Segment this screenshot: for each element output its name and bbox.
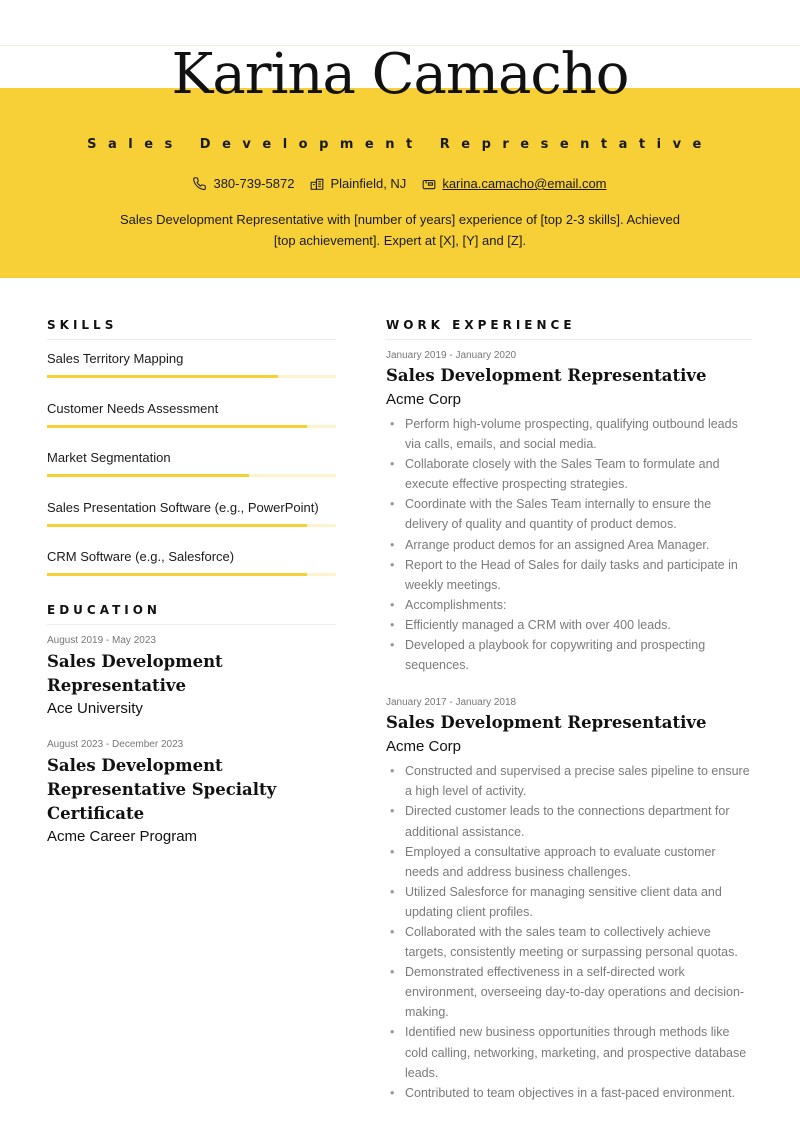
- education-item: [47, 635, 336, 717]
- experience-section: [386, 318, 752, 1103]
- job-bullet: • Perform high-volume prospecting, qualifying outbound leads via calls, emails, and social media.: [386, 414, 752, 454]
- skill-item: [47, 500, 336, 539]
- email-link[interactable]: karina.camacho@email.com: [442, 176, 607, 191]
- education-item: [47, 739, 336, 845]
- job-bullet: • Constructed and supervised a precise sales pipeline to ensure a high level of activity.: [386, 761, 752, 801]
- skill-name: Sales Territory Mapping: [47, 351, 184, 366]
- job-bullets: [386, 761, 752, 1103]
- skill-level-bar: [47, 524, 336, 527]
- contact-location: [310, 176, 406, 191]
- education-degree: Sales Development Representative Specialty Certificate: [47, 756, 277, 823]
- phone-text: 380-739-5872: [213, 176, 295, 191]
- job-bullet: • Report to the Head of Sales for daily tasks and participate in weekly meetings.: [386, 555, 752, 595]
- skill-item: [47, 450, 336, 489]
- skill-level-fill: [47, 425, 307, 428]
- contact-email[interactable]: [422, 176, 606, 191]
- education-heading: EDUCATION: [47, 603, 336, 625]
- skills-heading: SKILLS: [47, 318, 336, 340]
- job-title: Sales Development Representative: [386, 713, 707, 733]
- location-text: Plainfield, NJ: [330, 176, 407, 191]
- skill-name: Sales Presentation Software (e.g., PowerPoint): [47, 499, 319, 515]
- job-bullet: • Utilized Salesforce for managing sensitive client data and updating client profiles.: [386, 882, 752, 922]
- skills-section: [47, 318, 336, 588]
- skill-item: [47, 401, 336, 440]
- job-bullet: • Contributed to team objectives in a fast-paced environment.: [386, 1083, 752, 1103]
- candidate-title: Sales Development Representative: [87, 137, 713, 152]
- skill-name: Customer Needs Assessment: [47, 400, 219, 416]
- skill-name: Market Segmentation: [47, 450, 171, 465]
- contact-phone: [193, 176, 294, 191]
- education-school: Ace University: [47, 700, 143, 717]
- skill-level-bar: [47, 573, 336, 576]
- job-bullets: [386, 414, 752, 675]
- education-school: Acme Career Program: [47, 828, 198, 845]
- skill-item: [47, 549, 336, 588]
- job-entry: [386, 350, 752, 675]
- job-dates: January 2017 - January 2018: [386, 697, 517, 709]
- skill-item: [47, 351, 336, 390]
- job-bullet: • Directed customer leads to the connections department for additional assistance.: [386, 801, 752, 841]
- job-bullet: • Efficiently managed a CRM with over 400 leads.: [386, 615, 752, 635]
- education-section: [47, 603, 336, 845]
- phone-icon: [193, 177, 207, 191]
- job-bullet: • Collaborated with the sales team to collectively achieve targets, consistently meeting or surpassing personal quotas.: [386, 922, 752, 962]
- education-dates: August 2019 - May 2023: [47, 635, 156, 646]
- skill-level-bar: [47, 425, 336, 428]
- skill-level-bar: [47, 375, 336, 378]
- education-dates: August 2023 - December 2023: [47, 739, 184, 750]
- job-title: Sales Development Representative: [386, 366, 707, 385]
- skill-level-fill: [47, 573, 307, 576]
- skill-level-fill: [47, 375, 278, 378]
- job-bullet: • Accomplishments:: [386, 595, 752, 615]
- skill-level-fill: [47, 524, 307, 527]
- job-company: Acme Corp: [386, 391, 462, 408]
- skill-level-bar: [47, 474, 336, 477]
- skills-list: [47, 351, 336, 588]
- candidate-name: Karina Camacho: [171, 42, 629, 107]
- education-degree: Sales Development Representative: [47, 652, 223, 695]
- job-dates: January 2019 - January 2020: [386, 350, 517, 361]
- buildings-icon: [310, 177, 324, 191]
- job-entry: [386, 697, 752, 1103]
- skill-level-fill: [47, 474, 249, 477]
- job-bullet: • Collaborate closely with the Sales Team to formulate and execute effective prospecting strategies.: [386, 454, 752, 494]
- job-bullet: • Identified new business opportunities through methods like cold calling, networking, marketing, and prospective database leads.: [386, 1022, 752, 1082]
- job-bullet: • Demonstrated effectiveness in a self-directed work environment, overseeing day-to-day operations and decision-making.: [386, 962, 752, 1022]
- job-bullet: • Coordinate with the Sales Team internally to ensure the delivery of quality and quantity of product demos.: [386, 494, 752, 534]
- summary: Sales Development Representative with [number of years] experience of [top 2-3 skills]. Achieved [top achievement]. Expert at [X], [Y] and [Z].: [119, 212, 680, 248]
- job-bullet: • Arrange product demos for an assigned Area Manager.: [386, 535, 752, 555]
- skill-name: CRM Software (e.g., Salesforce): [47, 549, 235, 564]
- job-bullet: • Employed a consultative approach to evaluate customer needs and address business challenges.: [386, 842, 752, 882]
- job-bullet: • Developed a playbook for copywriting and prospecting sequences.: [386, 635, 752, 675]
- experience-heading: WORK EXPERIENCE: [386, 318, 752, 340]
- job-company: Acme Corp: [386, 738, 462, 756]
- mailbox-icon: [422, 177, 436, 191]
- contact-row: [0, 176, 800, 191]
